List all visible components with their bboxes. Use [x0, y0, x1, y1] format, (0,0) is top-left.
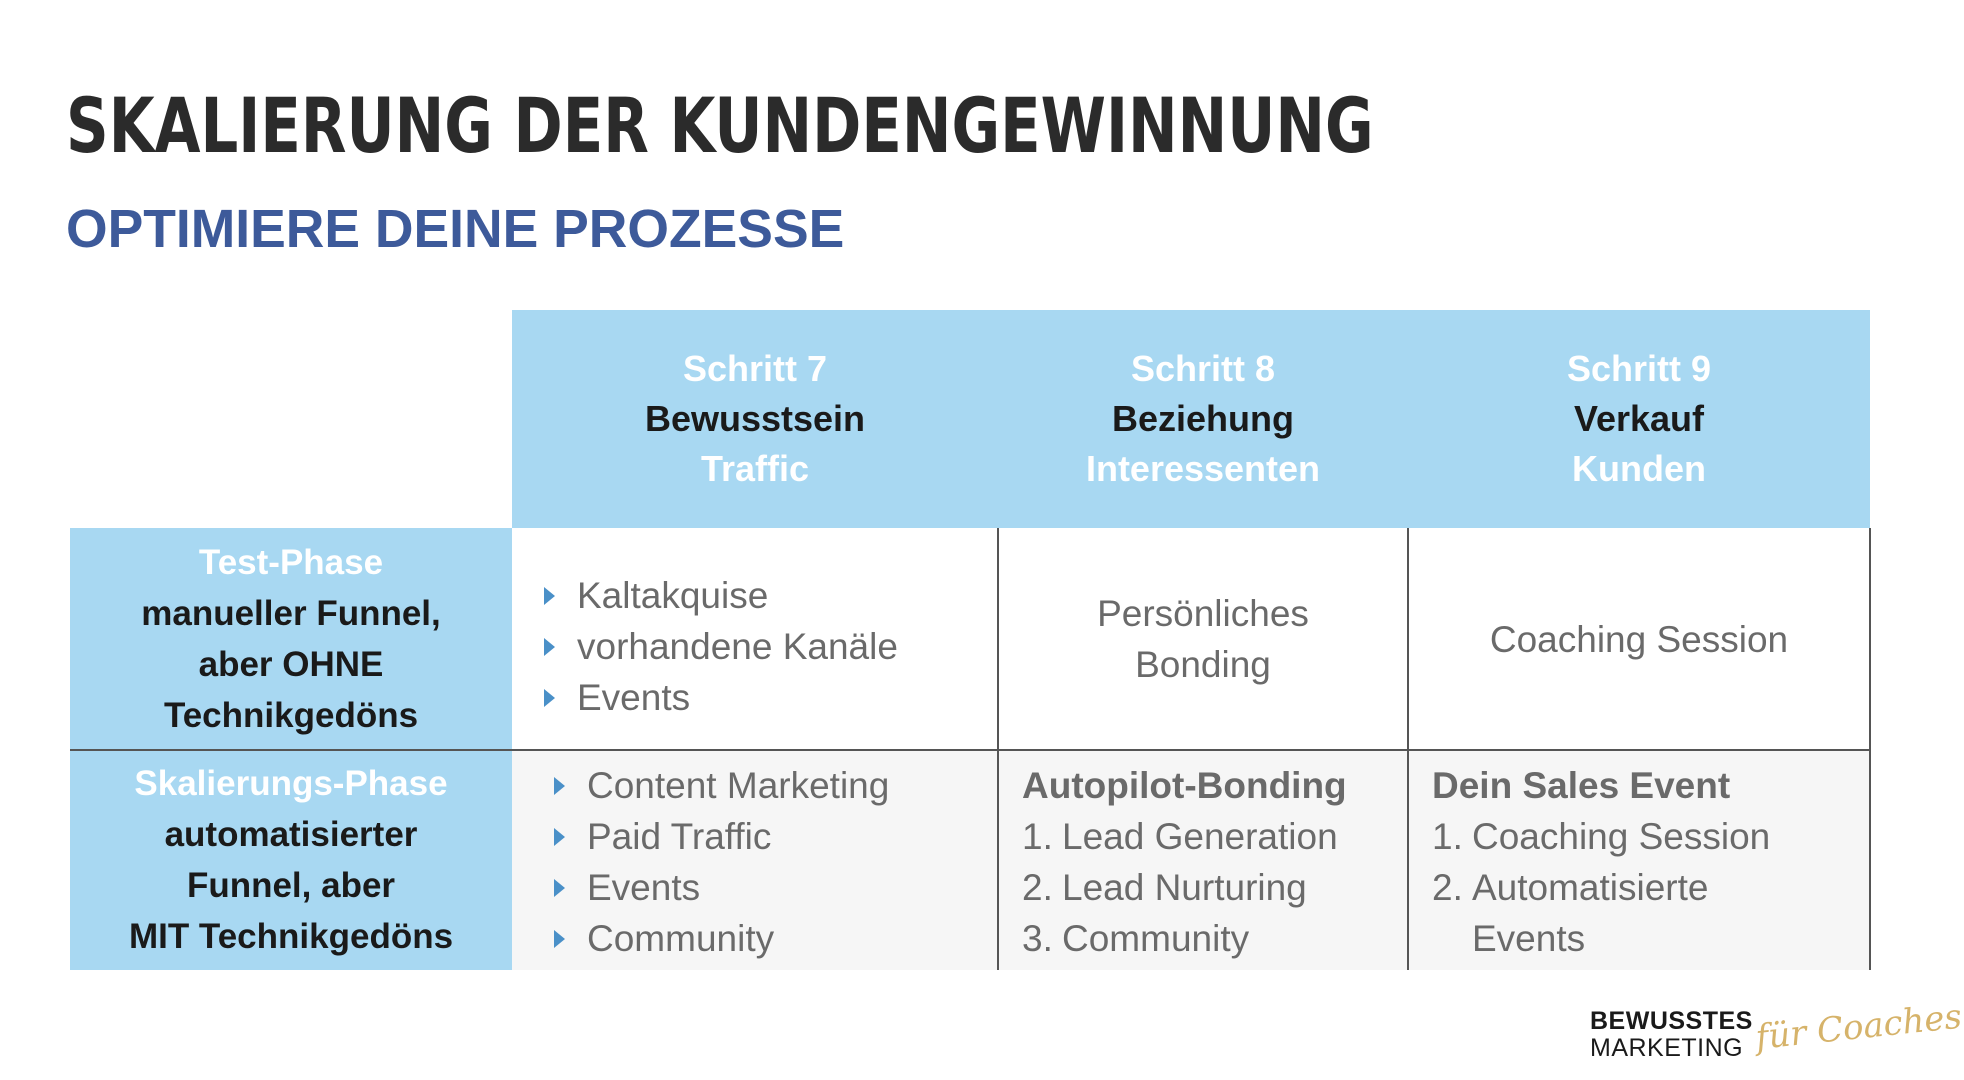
row-phase-label: Skalierungs-Phase [134, 764, 448, 803]
numbered-item: 3. Community [1022, 918, 1250, 959]
list-item: Events [544, 672, 998, 723]
column-target-label: Interessenten [1085, 448, 1321, 489]
column-target-label: Kunden [1572, 448, 1706, 489]
cell-heading: Dein Sales Event [1432, 765, 1731, 806]
row-desc-line: automatisierter [164, 815, 418, 854]
row-desc-line: aber OHNE [198, 645, 384, 684]
column-name-label: Bewusstsein [644, 398, 866, 439]
column-step-label: Schritt 9 [1566, 348, 1712, 389]
row-phase-label: Test-Phase [198, 543, 384, 582]
list-item: Kaltakquise [544, 570, 998, 621]
cell-test-step-9 [1408, 528, 1870, 750]
bullet-arrow-icon [544, 587, 555, 605]
cell-test-step-7 [512, 528, 998, 750]
list-item: Paid Traffic [554, 811, 998, 862]
numbered-item: 1. Coaching Session [1432, 816, 1771, 857]
cell-text-line: Persönliches [1097, 593, 1309, 634]
column-header-step-8 [998, 310, 1408, 528]
logo-script: für Coaches [1753, 996, 1964, 1058]
numbered-item: 1. Lead Generation [1022, 816, 1338, 857]
bullet-arrow-icon [544, 638, 555, 656]
row-header-scaling-phase [70, 750, 512, 970]
numbered-item: 2. Lead Nurturing [1022, 867, 1307, 908]
numbered-item: 2. Automatisierte [1432, 867, 1709, 908]
cell-heading: Autopilot-Bonding [1022, 765, 1347, 806]
cell-text-line: Bonding [1135, 644, 1271, 685]
bullet-arrow-icon [544, 689, 555, 707]
page-title: SKALIERUNG DER KUNDENGEWINNUNG [66, 81, 1374, 170]
column-header-step-9 [1408, 310, 1870, 528]
logo-line: MARKETING [1590, 1034, 1744, 1062]
list-item: Community [554, 913, 998, 964]
list-item: Content Marketing [554, 760, 998, 811]
logo-line: BEWUSSTES [1590, 1007, 1753, 1035]
numbered-item: Events [1472, 918, 1586, 959]
column-name-label: Beziehung [1111, 398, 1294, 439]
cell-scaling-step-8 [998, 750, 1408, 970]
cell-scaling-step-9 [1408, 750, 1870, 970]
row-desc-line: Funnel, aber [186, 866, 396, 905]
grid-divider [70, 749, 1871, 751]
cell-text-line: Coaching Session [1489, 618, 1789, 660]
column-name-label: Verkauf [1573, 398, 1705, 439]
row-desc-line: MIT Technikgedöns [128, 917, 454, 956]
list-item: vorhandene Kanäle [544, 621, 998, 672]
row-desc-line: Technikgedöns [163, 696, 419, 735]
row-desc-line: manueller Funnel, [141, 594, 441, 633]
column-step-label: Schritt 7 [682, 348, 828, 389]
list-item: Events [554, 862, 998, 913]
column-header-step-7 [512, 310, 998, 528]
bullet-arrow-icon [554, 879, 565, 897]
bullet-arrow-icon [554, 828, 565, 846]
cell-scaling-step-7 [512, 750, 998, 970]
cell-test-step-8 [998, 528, 1408, 750]
bullet-arrow-icon [554, 930, 565, 948]
column-step-label: Schritt 8 [1130, 348, 1276, 389]
brand-logo [1590, 1008, 1753, 1062]
page-subtitle: OPTIMIERE DEINE PROZESSE [66, 199, 845, 259]
column-target-label: Traffic [700, 448, 810, 489]
bullet-arrow-icon [554, 777, 565, 795]
row-header-test-phase [70, 528, 512, 750]
